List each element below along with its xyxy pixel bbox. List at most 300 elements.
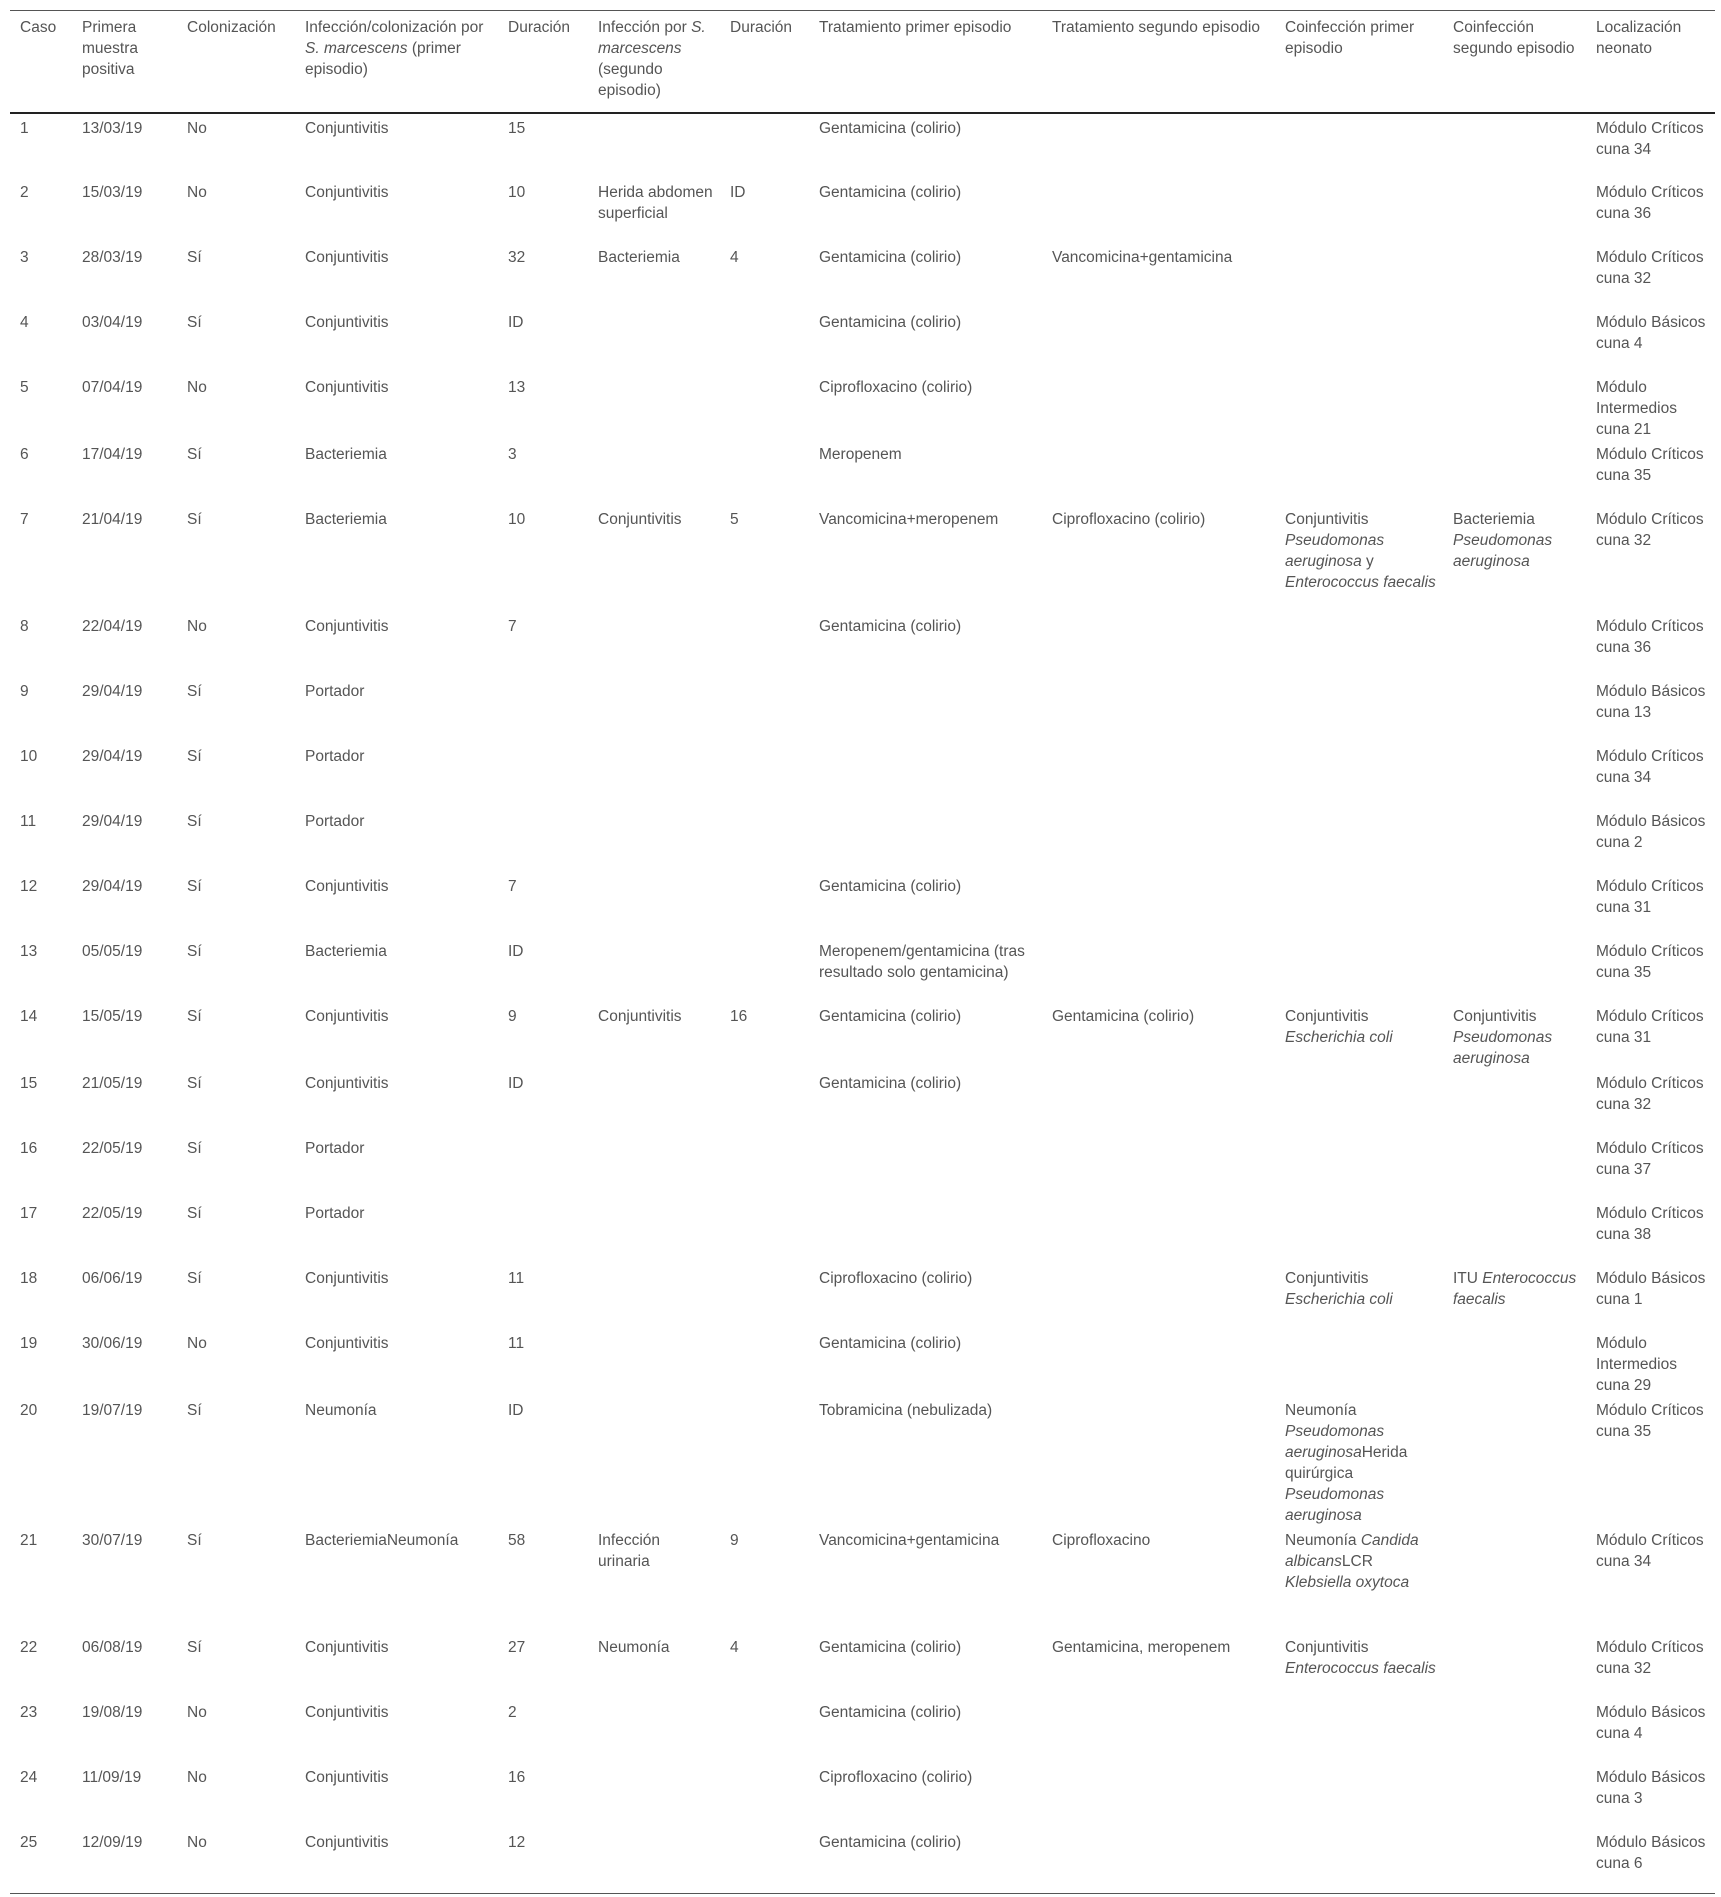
cell-text: 29/04/19 [82,813,143,830]
cell-text: Sí [187,1075,202,1092]
table-cell [588,1199,720,1264]
cell-text: 11 [508,1270,525,1287]
table-cell [809,308,1042,373]
table-cell [588,677,720,742]
cell-text: Conjuntivitis [305,1075,389,1092]
table-cell [177,308,295,373]
table-cell [1042,1199,1275,1264]
table-cell [1586,1329,1715,1396]
table-cell [1275,1828,1443,1893]
table-cell [72,505,177,612]
cell-text: 21/05/19 [82,1075,143,1092]
table-cell [72,1633,177,1698]
table-cell [10,1763,72,1828]
cell-text: BacteriemiaNeumonía [305,1532,459,1549]
cell-text: 15 [20,1075,38,1092]
table-cell [10,937,72,1002]
table-cell [177,1763,295,1828]
cell-text: Conjuntivitis [305,379,389,396]
table-cell [1275,373,1443,440]
cell-text: Neumonía [598,1639,670,1656]
cell-text: Tobramicina (nebulizada) [819,1402,993,1419]
cell-text: 21 [20,1532,38,1549]
cell-text: ID [508,1075,524,1092]
cell-text: 20 [20,1402,38,1419]
cell-text: Portador [305,1140,365,1157]
cell-text: Neumonía [1285,1402,1357,1419]
table-row [10,1828,1715,1893]
table-cell [10,872,72,937]
table-cell [720,677,809,742]
cell-text: 5 [20,379,29,396]
table-cell [588,1329,720,1396]
cell-text: Portador [305,813,365,830]
cell-text: 30/06/19 [82,1335,143,1352]
table-cell [588,1134,720,1199]
table-cell [1042,1633,1275,1698]
cases-table [10,10,1715,1894]
cell-text: No [187,1834,207,1851]
table-cell [1586,1264,1715,1329]
table-cell [295,1526,498,1633]
cell-text: Módulo Básicos cuna 4 [1596,1704,1706,1742]
cell-text: Ciprofloxacino (colirio) [819,379,973,396]
table-cell [498,113,588,178]
cell-text: Sí [187,1639,202,1656]
table-cell [1275,1069,1443,1134]
table-cell [1042,1526,1275,1633]
table-cell [588,612,720,677]
table-cell [1042,1329,1275,1396]
cell-text: Infección/colonización por [305,19,484,36]
cell-text: Gentamicina (colirio) [819,120,962,137]
column-header [809,11,1042,114]
cell-text: Módulo Básicos cuna 1 [1596,1270,1706,1308]
table-cell [1443,677,1586,742]
species-name: S. marcescens [598,19,706,57]
cell-text: 5 [730,511,739,528]
table-cell [1275,1329,1443,1396]
table-cell [720,1069,809,1134]
table-cell [10,1069,72,1134]
table-cell [498,1396,588,1526]
cell-text: 19/07/19 [82,1402,143,1419]
table-cell [720,612,809,677]
table-cell [1042,505,1275,612]
table-cell [809,1199,1042,1264]
cell-text: 19/08/19 [82,1704,143,1721]
cell-text: Gentamicina (colirio) [819,249,962,266]
table-cell [72,677,177,742]
cell-text: Conjuntivitis [305,120,389,137]
table-cell [588,1698,720,1763]
cell-text: Portador [305,683,365,700]
species-name: Pseudomonas aeruginosa [1453,532,1553,570]
table-cell [295,1763,498,1828]
table-cell [1586,1698,1715,1763]
table-cell [720,113,809,178]
table-cell [10,1199,72,1264]
table-cell [295,677,498,742]
cell-text: No [187,1769,207,1786]
cell-text: Portador [305,1205,365,1222]
cell-text: 30/07/19 [82,1532,143,1549]
table-cell [72,1002,177,1069]
table-cell [295,937,498,1002]
cell-text: Conjuntivitis [1285,511,1369,528]
cell-text: 15/03/19 [82,184,143,201]
cell-text: Módulo Críticos cuna 34 [1596,120,1704,158]
table-row [10,308,1715,373]
table-row [10,1264,1715,1329]
cell-text: Gentamicina (colirio) [819,1008,962,1025]
table-cell [498,742,588,807]
table-cell [1586,308,1715,373]
table-cell [1275,440,1443,505]
table-cell [1443,1763,1586,1828]
cell-text: No [187,120,207,137]
table-row [10,373,1715,440]
table-cell [1275,742,1443,807]
cell-text: Vancomicina+gentamicina [1052,249,1233,266]
table-cell [720,937,809,1002]
table-cell [295,807,498,872]
table-row [10,505,1715,612]
cell-text: 29/04/19 [82,748,143,765]
cell-text: Infección por [598,19,692,36]
table-cell [10,1329,72,1396]
table-cell [809,1763,1042,1828]
table-cell [1443,1199,1586,1264]
table-cell [177,505,295,612]
cell-text: Conjuntivitis [305,1704,389,1721]
cell-text: Meropenem/gentamicina (tras resultado solo gentamicina) [819,943,1025,981]
cell-text: Gentamicina (colirio) [819,184,962,201]
cell-text: ID [508,1402,524,1419]
table-cell [1275,807,1443,872]
species-name: Pseudomonas aeruginosa [1285,532,1385,570]
table-cell [72,1396,177,1526]
table-cell [720,373,809,440]
table-cell [588,1002,720,1069]
table-cell [498,1002,588,1069]
table-cell [10,742,72,807]
cell-text: 9 [508,1008,517,1025]
species-name: Klebsiella oxytoca [1285,1574,1410,1591]
table-cell [1586,440,1715,505]
table-cell [295,1698,498,1763]
table-cell [177,872,295,937]
table-cell [720,1763,809,1828]
table-cell [10,440,72,505]
cell-text: Infección urinaria [598,1532,661,1570]
table-cell [72,1763,177,1828]
table-cell [1042,1002,1275,1069]
table-cell [1042,243,1275,308]
cell-text: 8 [20,618,29,635]
cell-text: Gentamicina, meropenem [1052,1639,1231,1656]
table-cell [1275,1002,1443,1069]
cell-text: 07/04/19 [82,379,143,396]
cell-text: Módulo Críticos cuna 35 [1596,1402,1704,1440]
cell-text: y [1361,553,1374,570]
table-cell [1586,872,1715,937]
table-cell [1586,505,1715,612]
table-cell [10,677,72,742]
table-cell [1042,308,1275,373]
table-row [10,677,1715,742]
table-cell [72,872,177,937]
cell-text: 21/04/19 [82,511,143,528]
cell-text: Primera muestra positiva [82,19,138,78]
table-cell [588,308,720,373]
cell-text: ID [508,943,524,960]
table-cell [588,742,720,807]
table-cell [1042,807,1275,872]
cell-text: Módulo Básicos cuna 13 [1596,683,1706,721]
table-cell [498,677,588,742]
table-cell [72,1199,177,1264]
table-cell [1042,1828,1275,1893]
table-cell [177,742,295,807]
table-cell [1443,1002,1586,1069]
table-row [10,1069,1715,1134]
table-cell [498,807,588,872]
table-cell [177,937,295,1002]
cell-text: 6 [20,446,29,463]
cell-text: Vancomicina+meropenem [819,511,999,528]
table-cell [1042,1069,1275,1134]
cell-text: Sí [187,878,202,895]
table-cell [177,1526,295,1633]
cell-text: Conjuntivitis [1285,1270,1369,1287]
cell-text: Ciprofloxacino (colirio) [1052,511,1206,528]
table-cell [295,505,498,612]
table-cell [72,243,177,308]
table-body [10,113,1715,1893]
table-cell [588,243,720,308]
cell-text: 22 [20,1639,38,1656]
table-cell [588,1633,720,1698]
table-cell [10,178,72,243]
cell-text: 2 [508,1704,517,1721]
table-cell [588,373,720,440]
cell-text: Sí [187,683,202,700]
table-cell [10,807,72,872]
table-cell [72,1134,177,1199]
table-cell [1443,1698,1586,1763]
cell-text: Neumonía [305,1402,377,1419]
table-cell [809,440,1042,505]
column-header [588,11,720,114]
table-cell [295,1002,498,1069]
table-cell [1275,1763,1443,1828]
table-cell [809,1264,1042,1329]
cell-text: 9 [20,683,29,700]
column-header [295,11,498,114]
table-row [10,1134,1715,1199]
table-cell [177,440,295,505]
cell-text: 19 [20,1335,38,1352]
table-cell [1586,742,1715,807]
table-container [10,10,1713,1894]
cell-text: ID [508,314,524,331]
cell-text: Caso [20,19,57,36]
table-cell [498,1763,588,1828]
cell-text: Gentamicina (colirio) [819,1834,962,1851]
table-cell [720,872,809,937]
table-cell [72,1828,177,1893]
table-cell [1443,113,1586,178]
cell-text: Conjuntivitis [305,314,389,331]
table-cell [1443,1134,1586,1199]
cell-text: No [187,379,207,396]
table-cell [1275,1698,1443,1763]
cell-text: 16 [508,1769,526,1786]
table-cell [177,1698,295,1763]
column-header [1275,11,1443,114]
cell-text: 1 [20,120,29,137]
cell-text: Duración [730,19,793,36]
table-cell [177,1633,295,1698]
cell-text: Módulo Básicos cuna 3 [1596,1769,1706,1807]
cell-text: 24 [20,1769,38,1786]
table-cell [295,113,498,178]
table-cell [177,373,295,440]
table-cell [177,1134,295,1199]
table-cell [72,373,177,440]
cell-text: Conjuntivitis [305,878,389,895]
table-cell [809,612,1042,677]
table-cell [295,1134,498,1199]
table-cell [1275,1396,1443,1526]
table-cell [588,113,720,178]
cell-text: Ciprofloxacino [1052,1532,1151,1549]
cell-text: Vancomicina+gentamicina [819,1532,1000,1549]
table-cell [809,373,1042,440]
table-cell [809,742,1042,807]
table-cell [1275,1199,1443,1264]
table-cell [498,178,588,243]
cell-text: 05/05/19 [82,943,143,960]
cell-text: Gentamicina (colirio) [1052,1008,1195,1025]
cell-text: Portador [305,748,365,765]
cell-text: Módulo Críticos cuna 31 [1596,878,1704,916]
cell-text: Gentamicina (colirio) [819,618,962,635]
table-row [10,807,1715,872]
table-cell [10,1828,72,1893]
cell-text: 12 [508,1834,526,1851]
species-name: Pseudomonas aeruginosa [1285,1423,1385,1461]
table-cell [1443,1069,1586,1134]
table-cell [720,243,809,308]
table-cell [1275,505,1443,612]
table-cell [1042,677,1275,742]
table-cell [1443,373,1586,440]
cell-text: Sí [187,314,202,331]
table-cell [177,178,295,243]
column-header [10,11,72,114]
table-cell [1042,937,1275,1002]
table-cell [720,505,809,612]
cell-text: Conjuntivitis [305,1769,389,1786]
table-cell [1586,1199,1715,1264]
table-cell [720,1526,809,1633]
table-cell [498,1526,588,1633]
table-cell [295,1828,498,1893]
table-row [10,1633,1715,1698]
table-cell [72,742,177,807]
cell-text: Herida quirúrgica [1285,1444,1408,1482]
cell-text: (primer episodio) [305,40,461,78]
table-cell [498,1134,588,1199]
cell-text: 4 [730,1639,739,1656]
table-cell [177,1264,295,1329]
table-cell [1042,742,1275,807]
cell-text: Módulo Críticos cuna 34 [1596,1532,1704,1570]
cell-text: Módulo Intermedios cuna 29 [1596,1335,1677,1394]
table-cell [1586,243,1715,308]
cell-text: 16 [20,1140,38,1157]
cell-text: No [187,1335,207,1352]
species-name: S. marcescens [305,40,408,57]
table-cell [177,1002,295,1069]
cell-text: Sí [187,1205,202,1222]
column-header [1042,11,1275,114]
cell-text: Conjuntivitis [305,184,389,201]
table-cell [1042,1264,1275,1329]
table-cell [295,1633,498,1698]
table-cell [177,113,295,178]
cell-text: Duración [508,19,571,36]
cell-text: 32 [508,249,526,266]
cell-text: Módulo Críticos cuna 36 [1596,618,1704,656]
cell-text: Neumonía [1285,1532,1361,1549]
cell-text: Bacteriemia [305,511,387,528]
table-cell [498,308,588,373]
table-cell [177,1828,295,1893]
table-cell [498,1633,588,1698]
column-header [720,11,809,114]
table-cell [1275,1526,1443,1633]
cell-text: 06/06/19 [82,1270,143,1287]
cell-text: Módulo Críticos cuna 32 [1596,511,1704,549]
table-row [10,243,1715,308]
cell-text: Gentamicina (colirio) [819,1704,962,1721]
cell-text: 29/04/19 [82,683,143,700]
table-cell [1586,113,1715,178]
table-cell [498,505,588,612]
cell-text: 4 [730,249,739,266]
table-cell [809,1828,1042,1893]
table-cell [177,612,295,677]
cell-text: Módulo Críticos cuna 38 [1596,1205,1704,1243]
table-cell [295,243,498,308]
cell-text: 17/04/19 [82,446,143,463]
table-cell [588,505,720,612]
table-cell [295,1396,498,1526]
table-cell [1275,243,1443,308]
cell-text: Conjuntivitis [305,618,389,635]
cell-text: Módulo Básicos cuna 4 [1596,314,1706,352]
cell-text: Tratamiento primer episodio [819,19,1012,36]
cell-text: Conjuntivitis [305,1270,389,1287]
cell-text: Sí [187,249,202,266]
table-cell [10,1698,72,1763]
table-cell [588,1396,720,1526]
cell-text: Ciprofloxacino (colirio) [819,1270,973,1287]
cell-text: 11 [20,813,37,830]
